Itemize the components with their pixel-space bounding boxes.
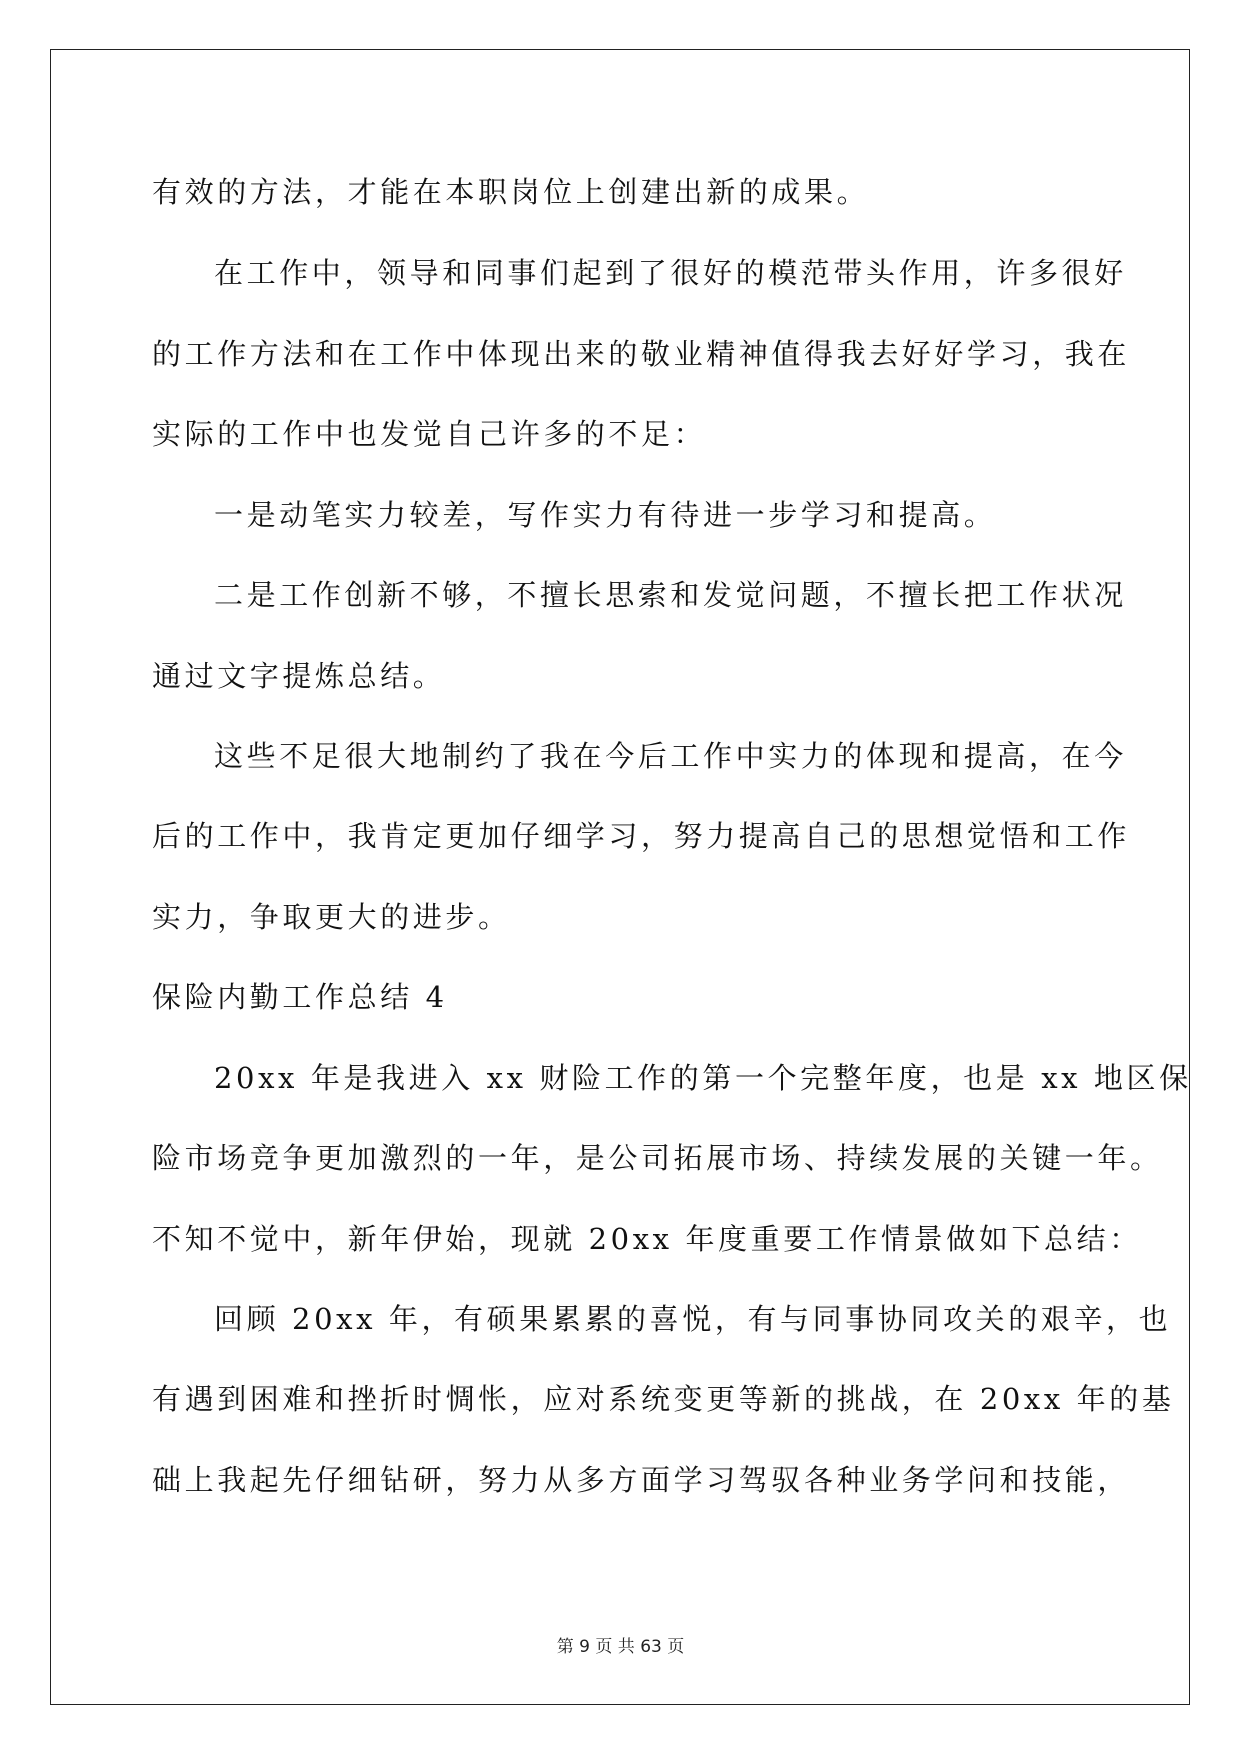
text-line: 不知不觉中，新年伊始，现就 20xx 年度重要工作情景做如下总结：: [152, 1222, 1142, 1256]
paragraph-line: 20xx 年是我进入 xx 财险工作的第一个完整年度，也是 xx 地区保: [214, 1061, 1192, 1095]
text-line: 险市场竞争更加激烈的一年，是公司拓展市场、持续发展的关键一年。: [152, 1141, 1163, 1175]
paragraph-line: 回顾 20xx 年，有硕果累累的喜悦，有与同事协同攻关的艰辛，也: [214, 1302, 1172, 1336]
text-line: 实际的工作中也发觉自己许多的不足：: [152, 417, 707, 451]
text-line: 有遇到困难和挫折时惆怅，应对系统变更等新的挑战，在 20xx 年的基: [152, 1382, 1175, 1416]
page-border: [50, 49, 1190, 1705]
text-line: 础上我起先仔细钻研，努力从多方面学习驾驭各种业务学问和技能，: [152, 1463, 1131, 1497]
section-heading: 保险内勤工作总结 4: [152, 980, 448, 1014]
text-line: 后的工作中，我肯定更加仔细学习，努力提高自己的思想觉悟和工作: [152, 819, 1131, 853]
text-line: 通过文字提炼总结。: [152, 659, 446, 693]
text-line: 有效的方法，才能在本职岗位上创建出新的成果。: [152, 175, 870, 209]
paragraph-line: 这些不足很大地制约了我在今后工作中实力的体现和提高，在今: [214, 739, 1127, 773]
page-number-footer: 第 9 页 共 63 页: [556, 1637, 685, 1657]
text-line: 的工作方法和在工作中体现出来的敬业精神值得我去好好学习，我在: [152, 337, 1131, 371]
text-line: 实力，争取更大的进步。: [152, 900, 511, 934]
paragraph-line: 在工作中，领导和同事们起到了很好的模范带头作用，许多很好: [214, 256, 1127, 290]
paragraph-line: 一是动笔实力较差，写作实力有待进一步学习和提高。: [214, 498, 997, 532]
paragraph-line: 二是工作创新不够，不擅长思索和发觉问题，不擅长把工作状况: [214, 578, 1127, 612]
